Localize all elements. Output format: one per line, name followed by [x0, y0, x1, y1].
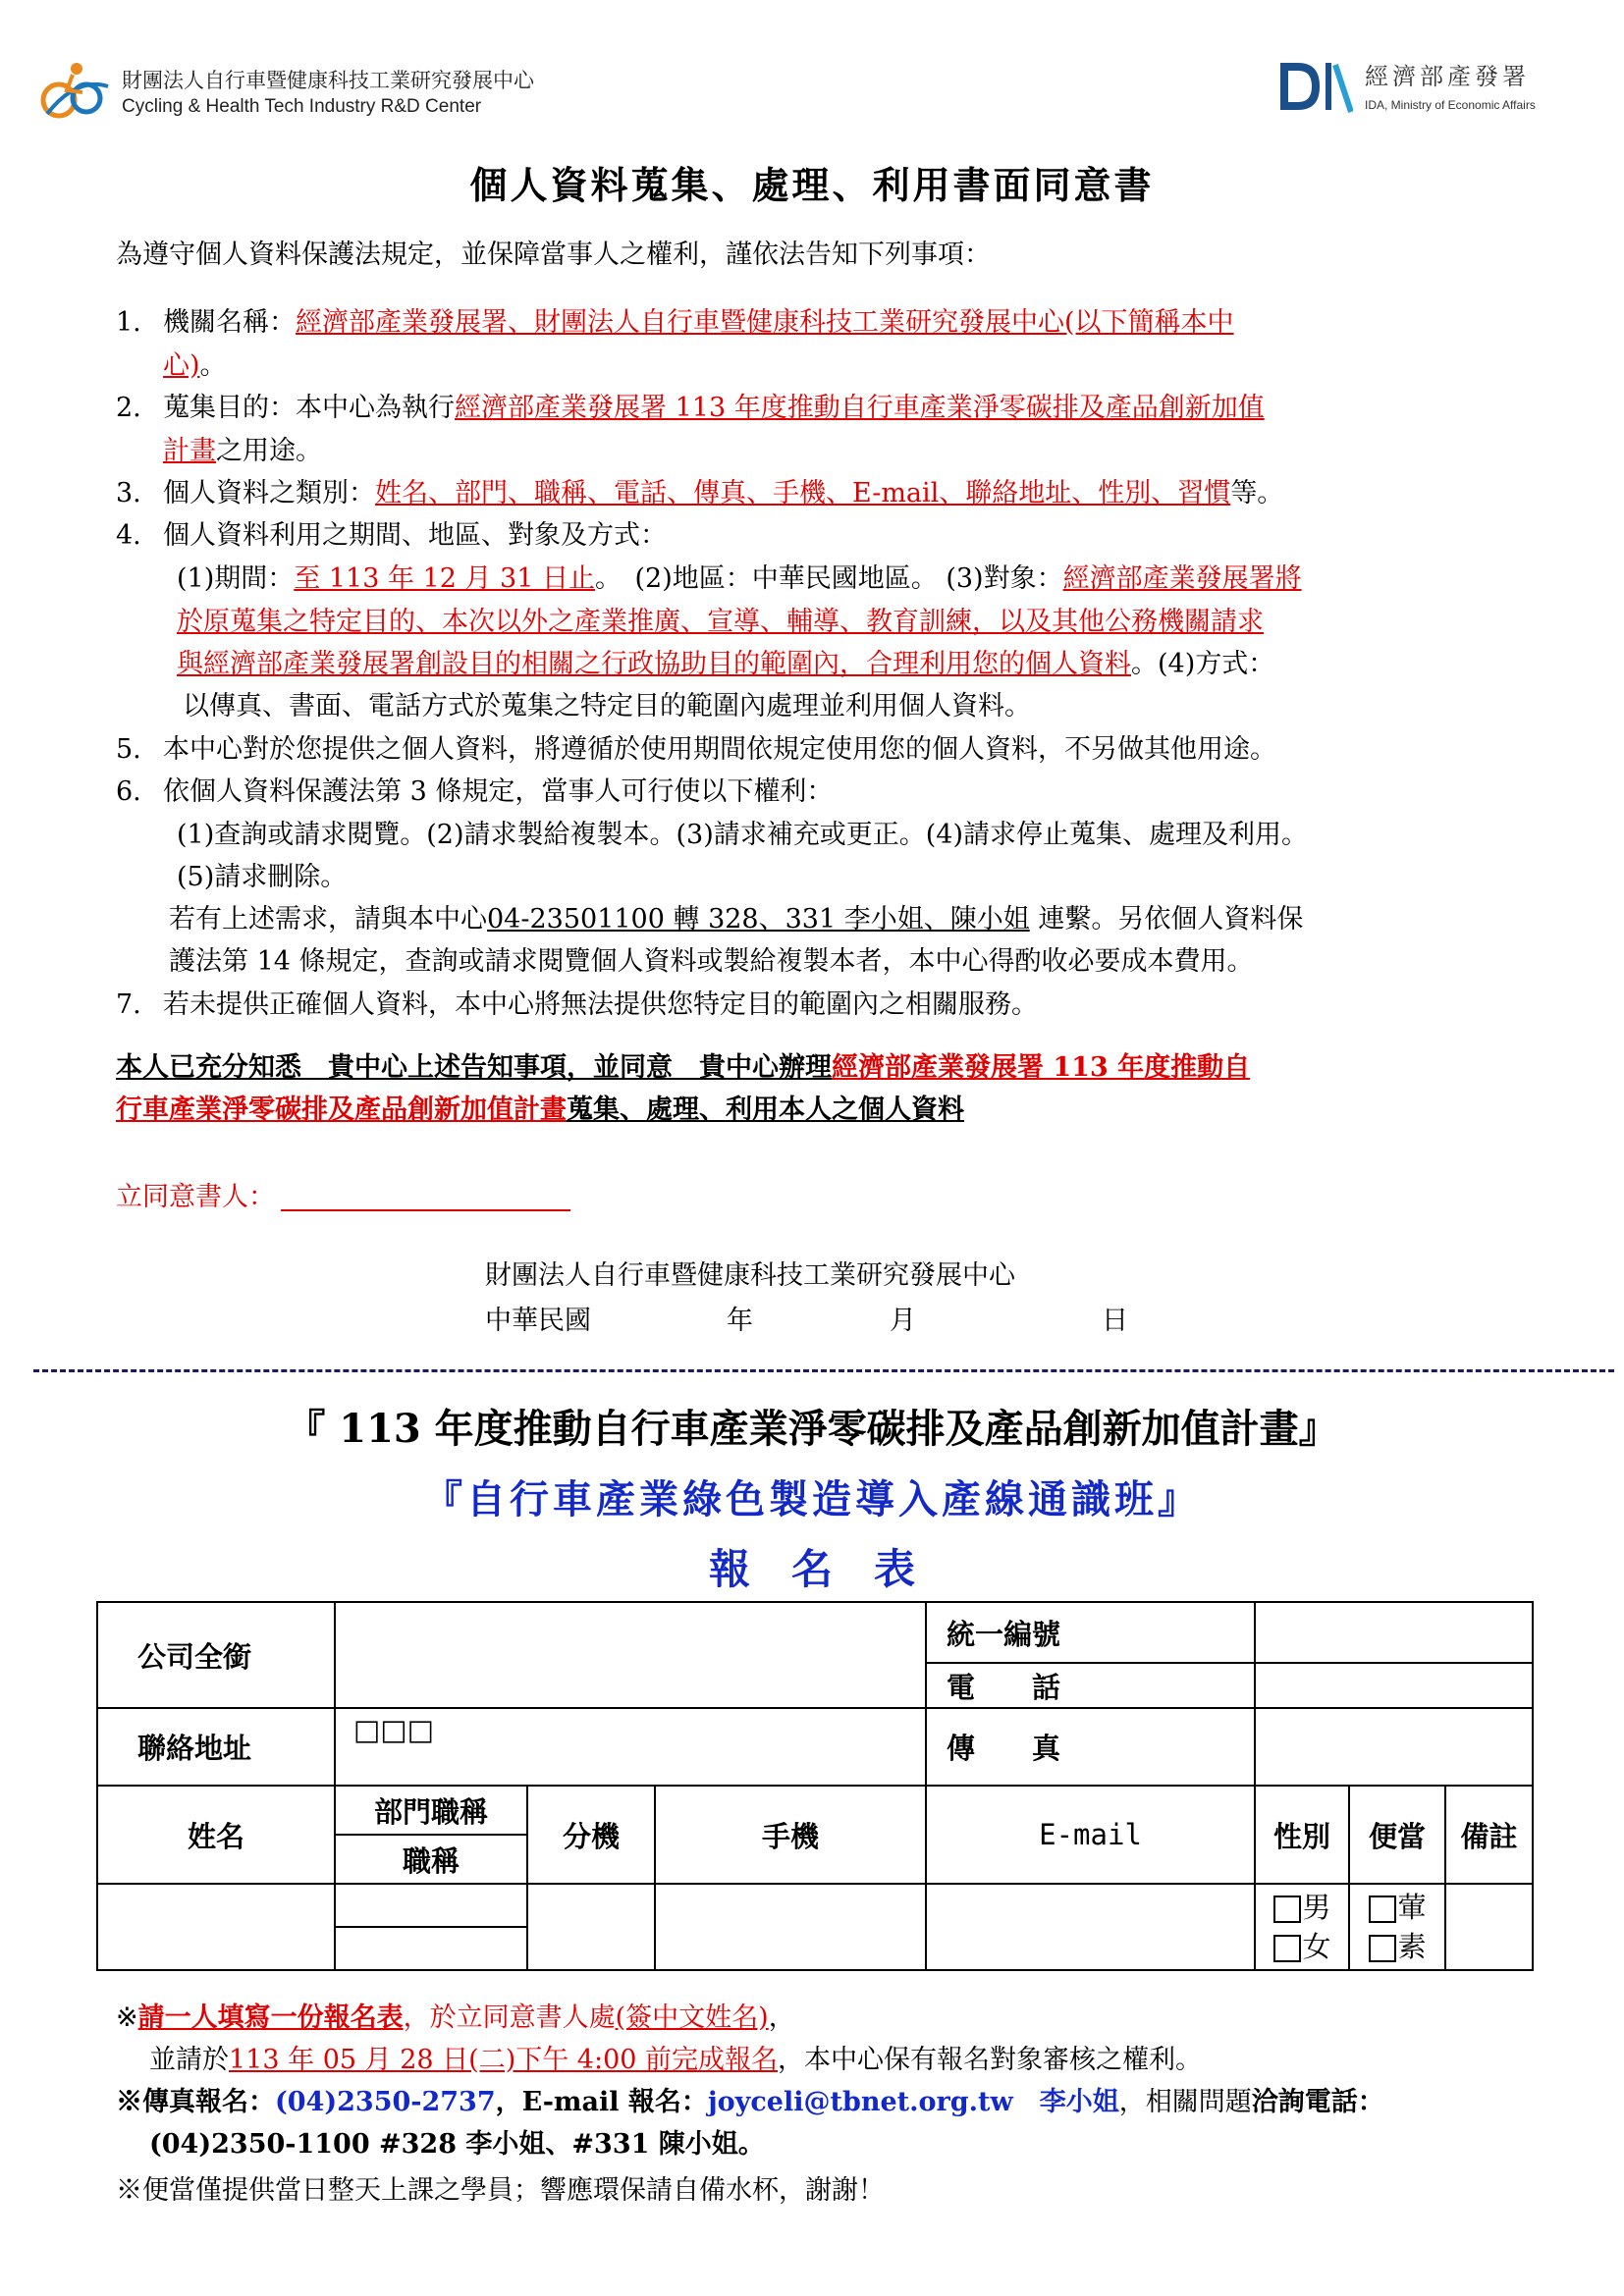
consent-item-4-line4: 以傳真、書面、電話方式於蒐集之特定目的範圍內處理並利用個人資料。	[183, 691, 1031, 721]
red-text: ，於立同意書人處	[403, 2002, 616, 2033]
cycling-center-logo	[37, 57, 534, 128]
male-checkbox[interactable]	[1273, 1896, 1301, 1923]
ext-header: 分機	[527, 1786, 655, 1884]
red-text: 姓名、部門、職稱、電話、傳真、手機、E-mail、聯絡地址、性別、習慣	[375, 478, 1231, 508]
address-field[interactable]	[335, 1708, 926, 1786]
item-text: 等。	[1230, 478, 1284, 508]
item-text: 若未提供正確個人資料，本中心將無法提供您特定目的範圍內之相關服務。	[163, 989, 1038, 1020]
gender-options	[1255, 1884, 1349, 1970]
item-text: 。	[199, 350, 227, 381]
item-label: 機關名稱：	[163, 307, 296, 338]
red-text: 心)	[163, 350, 200, 381]
remark-field[interactable]	[1445, 1884, 1533, 1970]
item-text: 連繫。另依個人資料保	[1029, 904, 1304, 934]
meat-checkbox[interactable]	[1369, 1896, 1396, 1923]
mobile-field[interactable]	[655, 1884, 926, 1970]
lunch-header: 便當	[1349, 1786, 1445, 1884]
meat-label: 葷	[1397, 1891, 1427, 1924]
consent-item-6-contact	[169, 898, 1303, 941]
email-field[interactable]	[926, 1884, 1255, 1970]
note-5: ※便當僅提供當日整天上課之學員；響應環保請自備水杯，謝謝！	[116, 2175, 885, 2206]
red-text: 行車產業淨零碳排及產品創新加值計畫	[116, 1095, 567, 1125]
email-link[interactable]: joyceli@tbnet.org.tw	[707, 2087, 1013, 2117]
dept-header: 部門職稱	[335, 1786, 527, 1835]
note-text: 並請於	[149, 2045, 229, 2075]
dept-field[interactable]	[335, 1884, 527, 1927]
fax-field[interactable]	[1255, 1708, 1533, 1786]
veg-checkbox[interactable]	[1369, 1935, 1396, 1962]
male-label: 男	[1302, 1891, 1331, 1924]
item-number: 2.	[116, 393, 141, 423]
email-header: E-mail	[926, 1786, 1255, 1884]
note-text: 洽詢電話：	[1251, 2087, 1384, 2117]
red-text: 與經濟部產業發展署創設目的相關之行政協助目的範圍內，合理利用您的個人資料	[177, 649, 1131, 679]
consent-item-4-line1	[177, 558, 1302, 601]
consent-item-6-contact-2: 護法第 14 條規定，查詢或請求閱覽個人資料或製給複製本者，本中心得酌收必要成本費用。	[169, 946, 1254, 977]
veg-label: 素	[1397, 1930, 1427, 1963]
registration-table	[96, 1601, 1534, 1971]
right-logo-cn: 經濟部產發署	[1365, 63, 1530, 90]
veg-option[interactable]	[1350, 1927, 1444, 1966]
ext-field[interactable]	[527, 1884, 655, 1970]
title-header: 職稱	[335, 1835, 527, 1884]
form-subtitle: 『自行車產業綠色製造導入產線通識班』	[423, 1476, 1201, 1522]
phone-label: 電 話	[926, 1663, 1255, 1708]
consent-title: 個人資料蒐集、處理、利用書面同意書	[469, 163, 1155, 207]
date-country: 中華民國	[485, 1306, 591, 1336]
consent-item-7	[116, 984, 1038, 1027]
item-text: (1)期間：	[177, 563, 295, 594]
agreement-line-2	[116, 1089, 964, 1132]
name-field[interactable]	[97, 1884, 335, 1970]
item-number: 1.	[116, 307, 141, 338]
item-label: 蒐集目的：本中心為執行	[163, 393, 455, 423]
consent-intro: 為遵守個人資料保護法規定，並保障當事人之權利，謹依法告知下列事項：	[116, 240, 991, 270]
consent-item-2	[116, 387, 1265, 430]
item-text: 。 (2)地區：中華民國地區。 (3)對象：	[595, 563, 1063, 594]
note-text: ，本中心保有報名對象審核之權利。	[778, 2045, 1203, 2075]
red-text: 於原蒐集之特定目的、本次以外之產業推廣、宣導、輔導、教育訓練，以及其他公務機關請求	[177, 607, 1264, 637]
note-text: ，E-mail 報名：	[495, 2087, 708, 2117]
date-day: 日	[1102, 1306, 1128, 1336]
consent-item-5	[116, 728, 1276, 772]
title-field[interactable]	[335, 1927, 527, 1970]
consent-item-6	[116, 771, 833, 814]
consent-item-6-rights: (1)查詢或請求閱覽。(2)請求製給複製本。(3)請求補充或更正。(4)請求停止蒐集、處理及利用。	[177, 820, 1308, 850]
contact-text: 04-23501100 轉 328、331 李小姐、陳小姐	[487, 904, 1030, 934]
note-text: ，	[768, 2002, 795, 2033]
item-text: 若有上述需求，請與本中心	[169, 904, 487, 934]
item-number: 4.	[116, 520, 141, 551]
date-year: 年	[727, 1306, 753, 1336]
female-option[interactable]	[1256, 1927, 1348, 1966]
note-4: (04)2350-1100 #328 李小姐、#331 陳小姐。	[149, 2129, 765, 2160]
address-label: 聯絡地址	[97, 1708, 335, 1786]
consent-item-4-line3	[177, 643, 1274, 686]
consent-item-4	[116, 514, 667, 558]
form-title: 『 113 年度推動自行車產業淨零碳排及產品創新加值計畫』	[286, 1406, 1338, 1452]
org-name: 財團法人自行車暨健康科技工業研究發展中心	[485, 1260, 1015, 1291]
contact-name: 李小姐	[1012, 2087, 1119, 2117]
note-mark: ※	[116, 2002, 138, 2033]
item-label: 個人資料利用之期間、地區、對象及方式：	[163, 520, 667, 551]
item-number: 6.	[116, 776, 141, 807]
note-text: ※傳真報名：	[116, 2087, 275, 2117]
red-text: 至 113 年 12 月 31 日止	[294, 563, 595, 594]
phone-field[interactable]	[1255, 1663, 1533, 1708]
agreement-line-1	[116, 1046, 1250, 1090]
gender-header: 性別	[1255, 1786, 1349, 1884]
consent-item-1	[116, 301, 1234, 345]
male-option[interactable]	[1256, 1888, 1348, 1927]
date-month: 月	[890, 1306, 916, 1336]
fax-number: (04)2350-2737	[275, 2087, 496, 2117]
item-label: 個人資料之類別：	[163, 478, 375, 508]
left-logo-en: Cycling & Health Tech Industry R&D Center	[122, 96, 482, 117]
red-text: (簽中文姓名)	[615, 2002, 769, 2033]
agreement-text: 蒐集、處理、利用本人之個人資料	[567, 1095, 964, 1125]
red-text: 經濟部產業發展署 113 年度推動自	[832, 1052, 1251, 1083]
item-text: 本中心對於您提供之個人資料，將遵循於使用期間依規定使用您的個人資料，不另做其他用途。	[163, 734, 1276, 765]
postal-code-boxes[interactable]: □□□	[353, 1713, 435, 1746]
company-field[interactable]	[335, 1602, 926, 1708]
red-text: 計畫	[163, 436, 216, 466]
note-1	[116, 1997, 795, 2039]
note-2	[149, 2039, 1202, 2081]
female-label: 女	[1302, 1930, 1331, 1963]
signature-line[interactable]	[281, 1209, 570, 1211]
item-number: 5.	[116, 734, 141, 765]
form-heading: 報 名 表	[708, 1545, 915, 1593]
red-text: 經濟部產業發展署、財團法人自行車暨健康科技工業研究發展中心(以下簡稱本中	[296, 307, 1234, 338]
red-text: 經濟部產業發展署 113 年度推動自行車產業淨零碳排及產品創新加值	[455, 393, 1265, 423]
cut-line	[33, 1369, 1614, 1372]
red-text: 請一人填寫一份報名表	[137, 2002, 404, 2033]
item-text: 。(4)方式：	[1131, 649, 1275, 679]
ida-mark-icon	[1276, 57, 1353, 116]
ida-logo	[1276, 51, 1571, 130]
note-3	[116, 2081, 1384, 2123]
cycling-logo-icon	[37, 57, 116, 126]
right-logo-en: IDA, Ministry of Economic Affairs	[1365, 98, 1536, 112]
item-number: 3.	[116, 478, 141, 508]
female-checkbox[interactable]	[1273, 1935, 1301, 1962]
company-label: 公司全銜	[97, 1602, 335, 1708]
consent-item-3	[116, 472, 1283, 515]
agreement-text: 本人已充分知悉 貴中心上述告知事項，並同意 貴中心辦理	[116, 1052, 832, 1083]
consent-item-6-rights-2: (5)請求刪除。	[177, 862, 348, 892]
consent-item-2-cont	[163, 430, 322, 473]
tax-id-label: 統一編號	[926, 1602, 1255, 1663]
remark-header: 備註	[1445, 1786, 1533, 1884]
consent-item-1-cont	[163, 345, 227, 388]
consent-item-4-line2	[177, 601, 1264, 644]
fax-label: 傳 真	[926, 1708, 1255, 1786]
item-number: 7.	[116, 989, 141, 1020]
name-header: 姓名	[97, 1786, 335, 1884]
left-logo-cn: 財團法人自行車暨健康科技工業研究發展中心	[122, 69, 534, 92]
item-text: 之用途。	[216, 436, 322, 466]
meat-option[interactable]	[1350, 1888, 1444, 1927]
signer-label: 立同意書人：	[116, 1182, 275, 1212]
red-text: 113 年 05 月 28 日(二)下午 4:00 前完成報名	[229, 2045, 779, 2075]
tax-id-field[interactable]	[1255, 1602, 1533, 1663]
mobile-header: 手機	[655, 1786, 926, 1884]
red-text: 經濟部產業發展署將	[1062, 563, 1302, 594]
lunch-options	[1349, 1884, 1445, 1970]
note-text: ，相關問題	[1118, 2087, 1252, 2117]
item-text: 依個人資料保護法第 3 條規定，當事人可行使以下權利：	[163, 776, 834, 807]
